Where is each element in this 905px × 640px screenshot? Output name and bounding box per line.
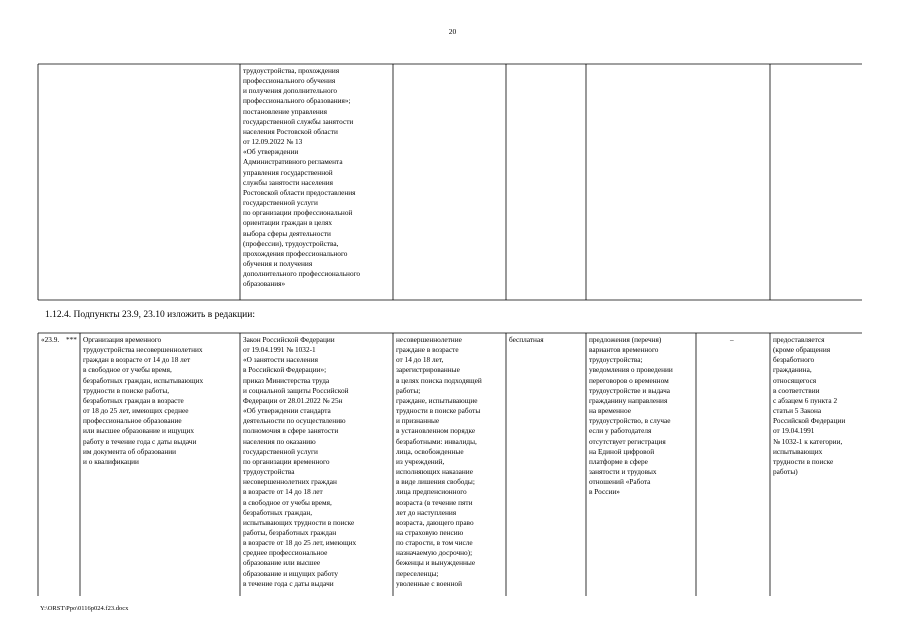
recipients-cell: несовершеннолетние граждане в возрасте от 14 до 18 лет, зарегистрированные в целях поиска подходящей работы; граждане, испытывающие трудности в поиске работы и признанные в установленном порядке безработными: инвалиды, лица, освобожденные из учреждений, исполняющих наказание в виде лишения свободы; лица предпенсионного возраста (в течение пяти лет до наступления возраста, дающего право на страховую пенсию по старости, в том числе назначаемую досрочно); беженцы и вынужденные переселенцы; уволенные с военной (396, 335, 482, 588)
payment-cell: бесплатная (509, 335, 544, 344)
provision-cell: предоставляется (кроме обращения безработного гражданина, относящегося в соответствии с абзацем 6 пункта 2 статьи 5 Закона Российской Федерации от 19.04.1991 № 1032-1 к категории, испытывающих трудности в поиске работы) (773, 335, 846, 477)
legal-basis-cell: Закон Российской Федерации от 19.04.1991 № 1032-1 «О занятости населения в Российской Федерации»; приказ Министерства труда и социальной защиты Российской Федерации от 28.01.2022 № 25н «Об утверждении стандарта деятельности по осуществлению полномочия в сфере занятости населения по оказанию государственной услуги по организации временного трудоустройства несовершеннолетних граждан в возрасте от 14 до 18 лет в свободное от учебы время, безработных граждан, испытывающих трудности в поиске работы, безработных граждан в возрасте от 18 до 25 лет, имеющих среднее профессиональное образование или высшее образование и ищущих работу в течение года с даты выдачи (243, 335, 357, 588)
section-heading: 1.12.4. Подпункты 23.9, 23.10 изложить в редакции: (45, 310, 255, 320)
page-number: 20 (448, 27, 457, 36)
item-marker: *** (66, 335, 77, 344)
file-path-footer: Y:\ORST\Ppo\0116p024.f23.docx (40, 605, 129, 612)
service-name-cell: Организация временного трудоустройства несовершеннолетних граждан в возрасте от 14 до 18 лет в свободное от учебы время, безработных граждан, испытывающих трудности в поиске работы, безработных граждан в возрасте от 18 до 25 лет, имеющих среднее профессиональное образование или высшее образование и ищущих работу в течение года с даты выдачи им документа об образовании и о квалификации (83, 335, 204, 466)
top-cell-col3: трудоустройства, прохождения профессионального обучения и получения дополнительного профессионального образования»; постановление управления государственной службы занятости населения Ростовской области от 12.09.2022 № 13 «Об утверждении Административного регламента управления государственной службы занятости населения Ростовской области предоставления государственной услуги по организации профессиональной ориентации граждан в целях выбора сферы деятельности (профессии), трудоустройства, прохождения профессионального обучения и получения дополнительного профессионального образования» (243, 66, 361, 289)
dash-cell: – (730, 335, 734, 344)
item-number: «23.9. (41, 335, 60, 344)
result-cell: предложения (перечня) вариантов временного трудоустройства; уведомления о проведении переговоров о временном трудоустройстве и выдача гражданину направления на временное трудоустройство, в случае если у работодателя отсутствует регистрация на Единой цифровой платформе в сфере занятости и трудовых отношений «Работа в России» (589, 335, 673, 497)
